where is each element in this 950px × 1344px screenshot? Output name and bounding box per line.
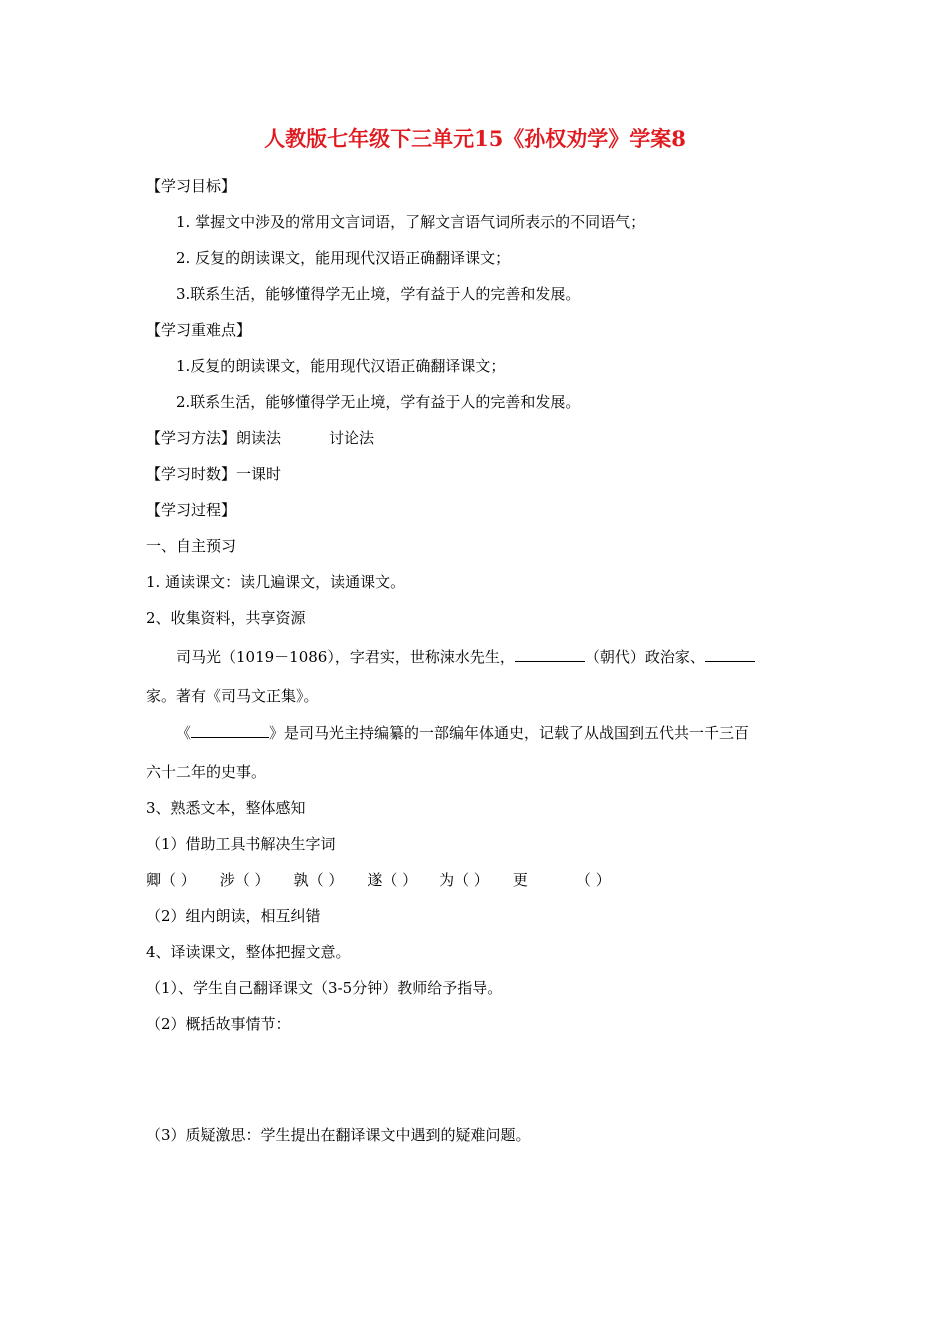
goal-item-2: 2. 反复的朗读课文，能用现代汉语正确翻译课文； (176, 249, 511, 267)
step-4-1: （1）、学生自己翻译课文（3-5分钟）教师给予指导。 (146, 979, 503, 997)
dynasty-blank[interactable] (515, 646, 585, 662)
method-line (146, 428, 374, 448)
step-4-3: （3）质疑激思：学生提出在翻译课文中遇到的疑难问题。 (146, 1126, 531, 1144)
method-second: 讨论法 (329, 429, 375, 447)
time-line: 【学习时数】一课时 (146, 465, 282, 483)
vocab-item: 涉（ ） (219, 871, 270, 889)
sima-text-b: （朝代）政治家、 (584, 648, 705, 666)
vocab-item: 卿（ ） (146, 871, 196, 889)
book-text-a: 《 (176, 724, 192, 742)
vocab-item: 孰（ ） (293, 871, 344, 889)
key-point-1: 1.反复的朗读课文，能用现代汉语正确翻译课文； (176, 357, 506, 375)
sima-guang-line (176, 646, 755, 667)
key-points-header: 【学习重难点】 (146, 321, 252, 339)
book-text-b: 》是司马光主持编纂的一部编年体通史，记载了从战国到五代共一千三百 (269, 724, 750, 742)
step-4: 4、译读课文，整体把握文意。 (146, 943, 351, 961)
book-line (176, 722, 749, 743)
step-3-1: （1）借助工具书解决生字词 (146, 835, 336, 853)
vocab-item: 更 (512, 871, 528, 889)
vocab-row (146, 870, 611, 890)
vocab-item: 为（ ） (439, 871, 489, 889)
document-title: 人教版七年级下三单元15《孙权劝学》学案8 (264, 126, 686, 151)
book-title-blank[interactable] (191, 722, 269, 738)
step-3-2: （2）组内朗读，相互纠错 (146, 907, 321, 925)
sima-text-a: 司马光（1019－1086），字君实，世称涑水先生， (176, 648, 515, 666)
goal-item-1: 1. 掌握文中涉及的常用文言词语，了解文言语气词所表示的不同语气； (176, 213, 646, 231)
sima-text-c: 家。著有《司马文正集》。 (146, 687, 319, 705)
vocab-item: （ ） (575, 871, 611, 889)
goals-header: 【学习目标】 (146, 177, 237, 195)
method-label: 【学习方法】朗读法 (146, 429, 282, 447)
process-header: 【学习过程】 (146, 501, 237, 519)
key-point-2: 2.联系生活，能够懂得学无止境，学有益于人的完善和发展。 (176, 393, 581, 411)
preview-header: 一、自主预习 (146, 537, 237, 555)
step-3: 3、熟悉文本，整体感知 (146, 799, 306, 817)
step-4-2: （2）概括故事情节： (146, 1015, 291, 1033)
step-2: 2、收集资料，共享资源 (146, 609, 306, 627)
profession-blank[interactable] (705, 646, 755, 662)
book-text-c: 六十二年的史事。 (146, 763, 267, 781)
step-1: 1. 通读课文：读几遍课文，读通课文。 (146, 573, 406, 591)
vocab-item: 遂（ ） (367, 871, 418, 889)
goal-item-3: 3.联系生活，能够懂得学无止境，学有益于人的完善和发展。 (176, 285, 581, 303)
